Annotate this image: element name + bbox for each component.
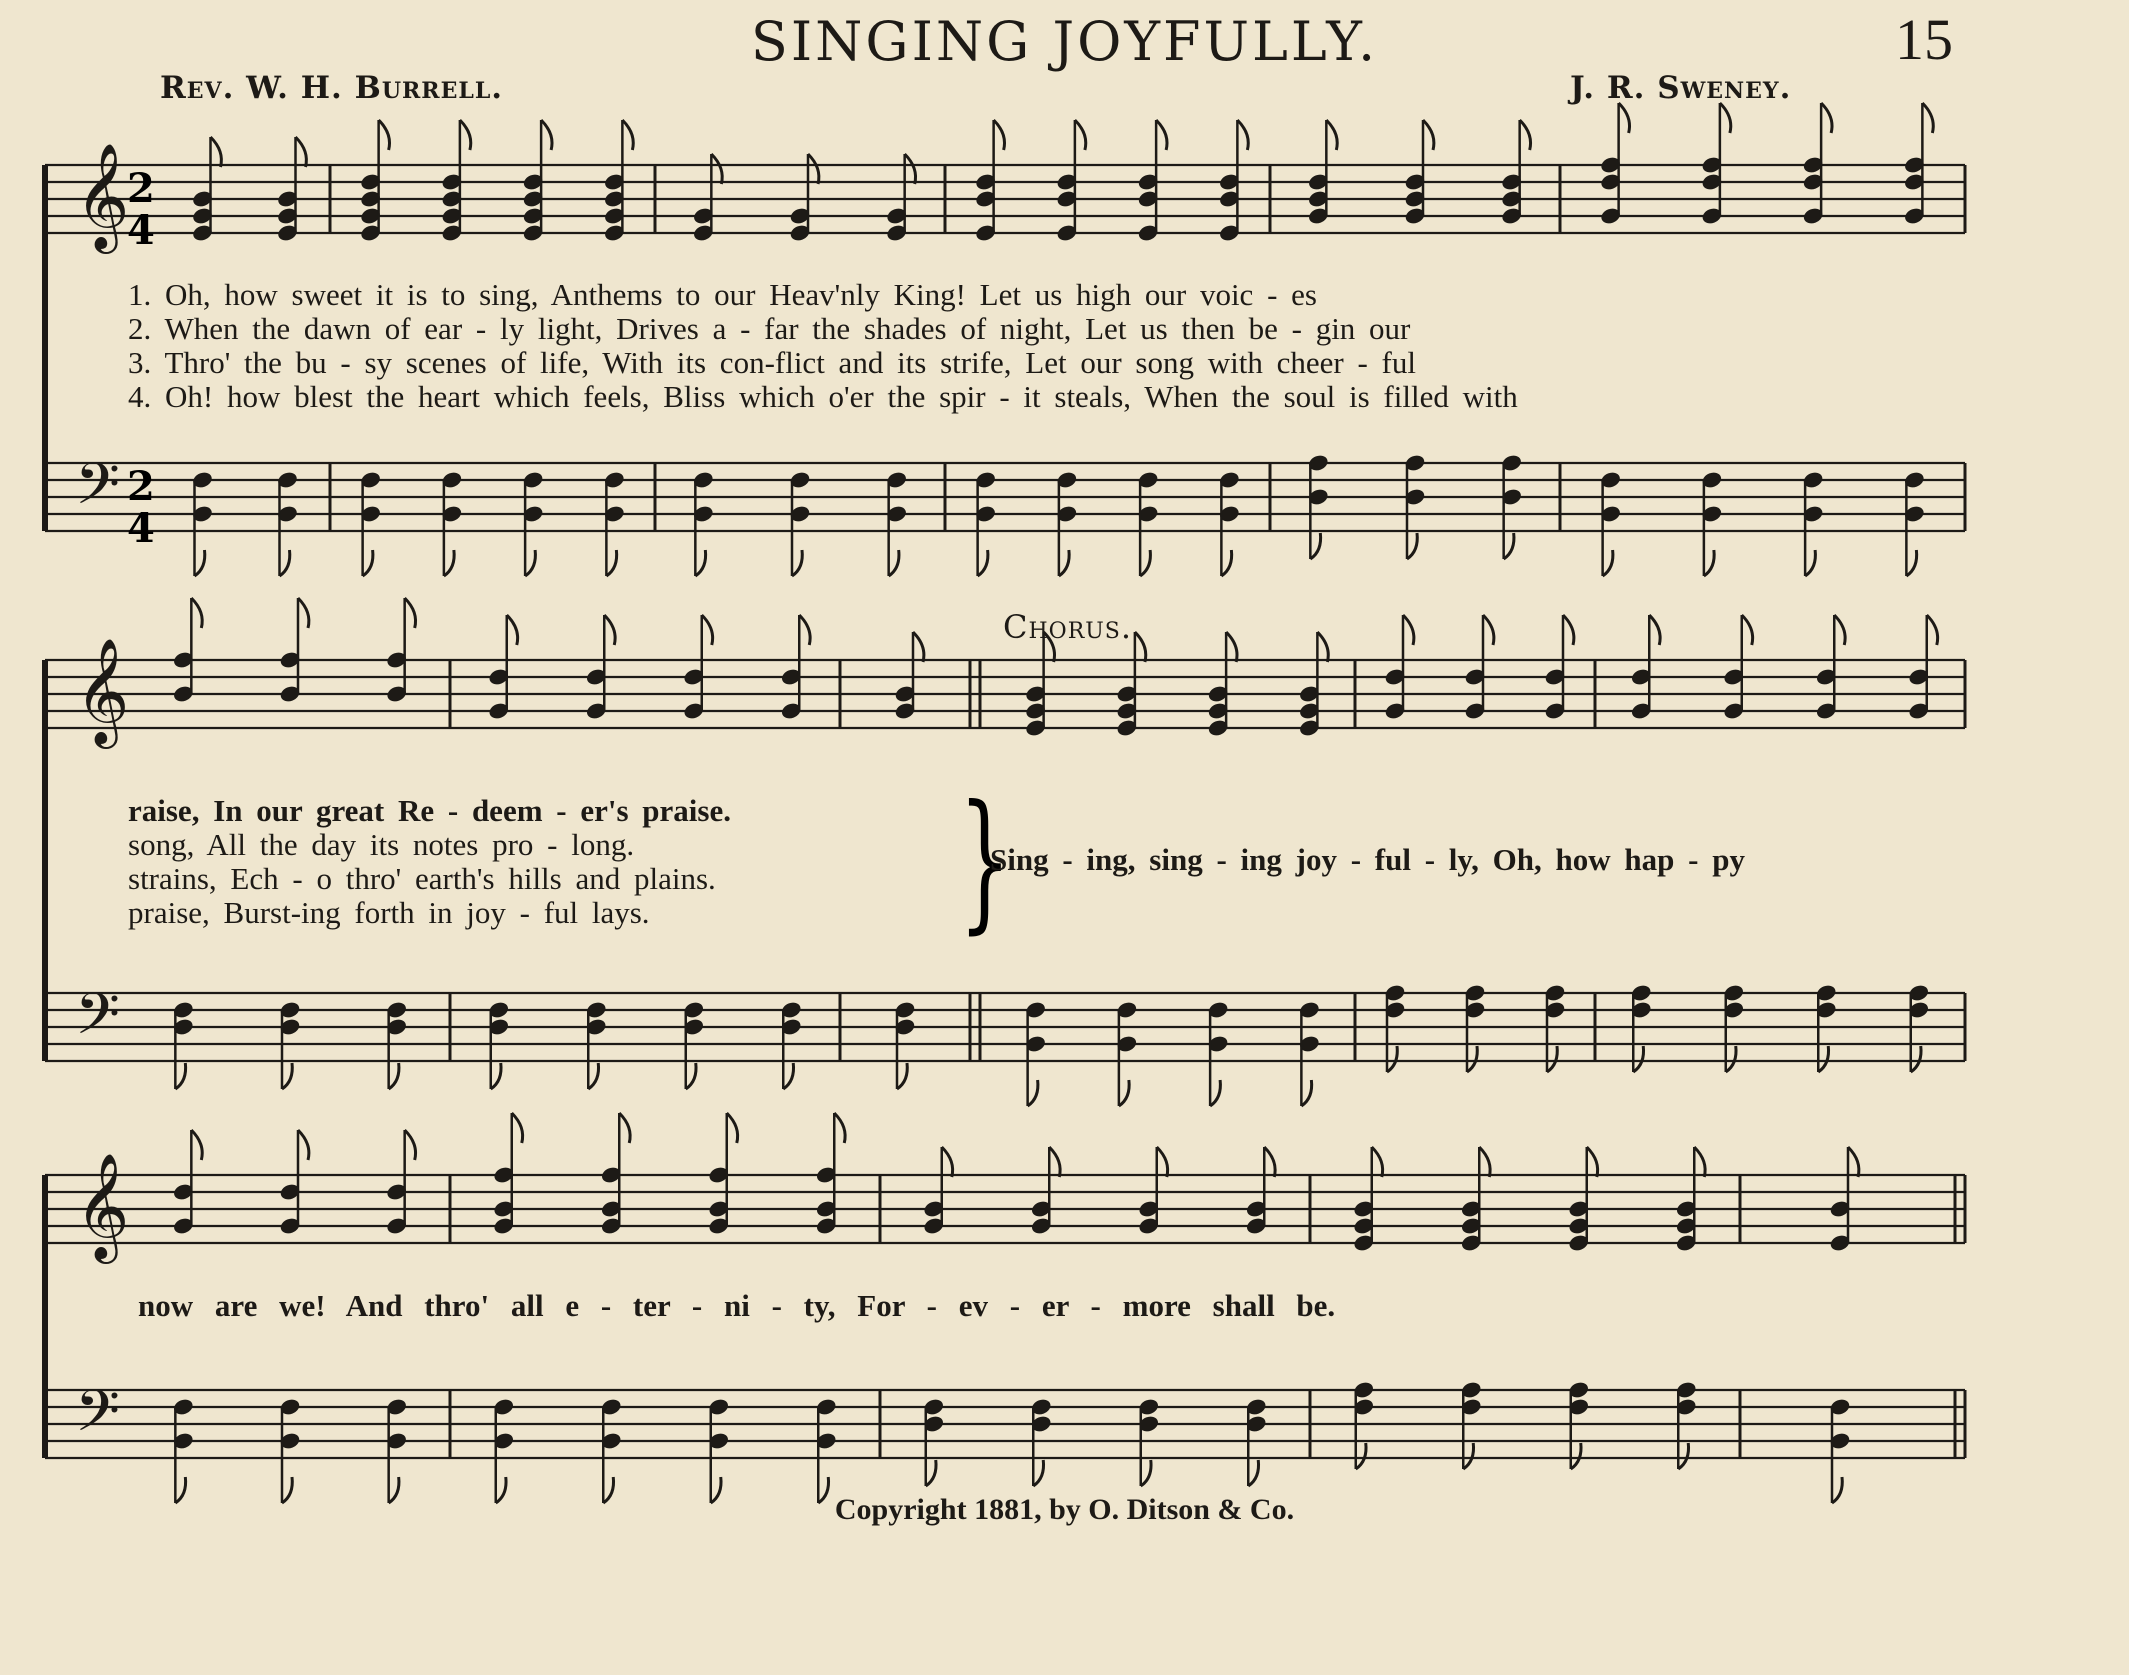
note-flag (1140, 550, 1150, 576)
note-flag (175, 1063, 185, 1089)
verse-brace: } (958, 773, 1012, 948)
note-flag (1210, 1080, 1220, 1106)
note-flag (298, 1130, 309, 1160)
note-flag (1463, 1443, 1473, 1469)
note-flag (1479, 1147, 1490, 1177)
note-flag (1633, 1046, 1643, 1072)
note-flag (1520, 120, 1531, 150)
note-flag (280, 550, 290, 576)
note-flag (711, 154, 722, 184)
note-flag (1317, 632, 1328, 662)
note-flag (1310, 533, 1320, 559)
note-flag (1818, 1046, 1828, 1072)
note-flag (1922, 103, 1933, 133)
note-flag (491, 1063, 501, 1089)
note-flag (1033, 1460, 1043, 1486)
treble-time-bottom: 4 (127, 207, 155, 254)
note-flag (191, 1130, 202, 1160)
note-flag (405, 1130, 416, 1160)
note-flag (1483, 615, 1494, 645)
note-flag (1248, 1460, 1258, 1486)
note-flag (1720, 103, 1731, 133)
note-flag (405, 598, 416, 628)
treble-clef-icon: 𝄞 (75, 142, 130, 249)
note-flag (783, 1063, 793, 1089)
note-flag (507, 615, 518, 645)
note-flag (695, 550, 705, 576)
bass-clef-icon: 𝄢 (75, 1377, 121, 1459)
note-flag (1301, 1080, 1311, 1106)
note-flag (1075, 120, 1086, 150)
chorus-line-1: Sing - ing, sing - ing joy - ful - ly, Oh, how hap - py (990, 842, 1745, 877)
verse-3-ending: strains, Ech - o thro' earth's hills and plains. (128, 861, 716, 896)
note-flag (942, 1147, 953, 1177)
note-flag (926, 1460, 936, 1486)
note-flag (1156, 120, 1167, 150)
note-flag (808, 154, 819, 184)
note-flag (525, 550, 535, 576)
note-flag (702, 615, 713, 645)
note-flag (1407, 533, 1417, 559)
note-flag (1547, 1046, 1557, 1072)
note-flag (1848, 1147, 1859, 1177)
note-flag (1049, 1147, 1060, 1177)
note-flag (1403, 615, 1414, 645)
note-flag (191, 598, 202, 628)
note-flag (1028, 1080, 1038, 1106)
note-flag (1834, 615, 1845, 645)
note-flag (1821, 103, 1832, 133)
note-flag (1157, 1147, 1168, 1177)
note-flag (604, 615, 615, 645)
note-flag (897, 1063, 907, 1089)
note-flag (444, 550, 454, 576)
note-flag (1141, 1460, 1151, 1486)
bass-clef-icon: 𝄢 (75, 980, 121, 1062)
note-flag (1603, 550, 1613, 576)
bass-time-top: 2 (127, 463, 155, 510)
verse-2-line: 2. When the dawn of ear - ly light, Drives a - far the shades of night, Let us then be - gin our (128, 311, 1411, 346)
note-flag (541, 120, 552, 150)
note-flag (834, 1113, 845, 1143)
chorus-line-2: now are we! And thro' all e - ter - ni - ty, For - ev - er - more shall be. (138, 1288, 1336, 1323)
verse-3-line: 3. Thro' the bu - sy scenes of life, With its con-flict and its strife, Let our song with cheer - ful (128, 345, 1416, 380)
note-flag (1587, 1147, 1598, 1177)
note-flag (1563, 615, 1574, 645)
note-flag (727, 1113, 738, 1143)
note-flag (1135, 632, 1146, 662)
note-flag (994, 120, 1005, 150)
treble-clef-icon: 𝄞 (75, 637, 130, 744)
note-flag (1119, 1080, 1129, 1106)
note-flag (978, 550, 988, 576)
note-flag (1805, 550, 1815, 576)
note-flag (1704, 550, 1714, 576)
note-flag (1221, 550, 1231, 576)
lyricist-credit: Rev. W. H. Burrell. (160, 70, 504, 106)
note-flag (1678, 1443, 1688, 1469)
note-flag (379, 120, 390, 150)
verse-2-ending: song, All the day its notes pro - long. (128, 827, 635, 862)
verse-4-line: 4. Oh! how blest the heart which feels, Bliss which o'er the spir - it steals, When the soul is filled with (128, 379, 1518, 414)
copyright-notice: Copyright 1881, by O. Ditson & Co. (834, 1493, 1295, 1526)
bass-time-bottom: 4 (127, 505, 155, 552)
note-flag (792, 550, 802, 576)
hymn-title: SINGING JOYFULLY. (750, 10, 1379, 73)
note-flag (296, 137, 307, 167)
bass-clef-icon: 𝄢 (75, 450, 121, 532)
note-flag (1927, 615, 1938, 645)
chorus-label: Chorus. (1003, 608, 1133, 646)
page-number: 15 (1895, 7, 1953, 72)
note-flag (606, 550, 616, 576)
note-flag (1423, 120, 1434, 150)
note-flag (905, 154, 916, 184)
treble-time-top: 2 (127, 165, 155, 212)
note-flag (1387, 1046, 1397, 1072)
note-flag (1467, 1046, 1477, 1072)
note-flag (913, 632, 924, 662)
note-flag (1059, 550, 1069, 576)
note-flag (512, 1113, 523, 1143)
composer-credit: J. R. Sweney. (1570, 70, 1792, 106)
treble-clef-icon: 𝄞 (75, 1152, 130, 1259)
note-flag (1226, 632, 1237, 662)
note-flag (1237, 120, 1248, 150)
note-flag (195, 550, 205, 576)
note-flag (363, 550, 373, 576)
note-flag (799, 615, 810, 645)
note-flag (1326, 120, 1337, 150)
note-flag (889, 550, 899, 576)
verse-1-ending: raise, In our great Re - deem - er's praise. (128, 793, 731, 828)
note-flag (460, 120, 471, 150)
verse-1-line: 1. Oh, how sweet it is to sing, Anthems to our Heav'nly King! Let us high our voic - es (128, 277, 1317, 312)
note-flag (1742, 615, 1753, 645)
note-flag (1911, 1046, 1921, 1072)
note-flag (389, 1063, 399, 1089)
note-flag (282, 1063, 292, 1089)
note-flag (686, 1063, 696, 1089)
verse-4-ending: praise, Burst-ing forth in joy - ful lays. (128, 895, 650, 930)
note-flag (298, 598, 309, 628)
note-flag (588, 1063, 598, 1089)
note-flag (619, 1113, 630, 1143)
note-flag (1649, 615, 1660, 645)
note-flag (1571, 1443, 1581, 1469)
note-flag (1694, 1147, 1705, 1177)
note-flag (1619, 103, 1630, 133)
note-flag (1726, 1046, 1736, 1072)
note-flag (1264, 1147, 1275, 1177)
note-flag (622, 120, 633, 150)
note-flag (1356, 1443, 1366, 1469)
note-flag (1906, 550, 1916, 576)
note-flag (211, 137, 222, 167)
note-flag (1504, 533, 1514, 559)
note-flag (1372, 1147, 1383, 1177)
